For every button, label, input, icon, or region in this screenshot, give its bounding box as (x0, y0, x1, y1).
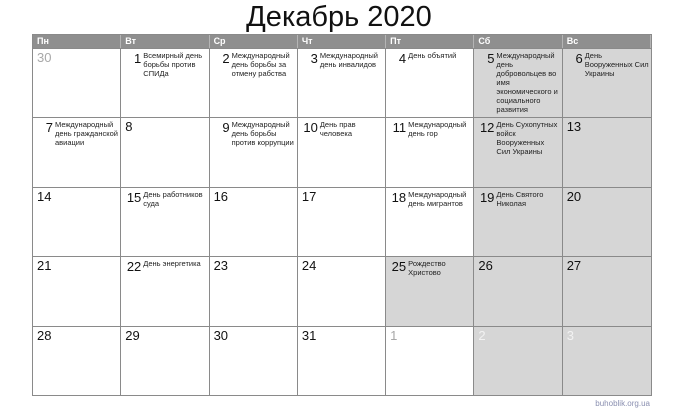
day-number: 15 (126, 189, 142, 205)
day-cell (298, 187, 386, 256)
day-cell (386, 117, 474, 186)
day-cell (121, 187, 209, 256)
day-number: 20 (566, 188, 582, 204)
day-number: 5 (487, 51, 495, 66)
day-event: День объятий (408, 51, 457, 60)
day-number: 26 (478, 258, 493, 274)
day-number: 22 (126, 259, 142, 275)
day-cell (210, 326, 298, 395)
day-number: 10 (303, 120, 318, 136)
day-event: Международный день гражданской авиации (55, 120, 118, 148)
weekday-header-sun: Вс (563, 35, 651, 48)
day-number: 6 (575, 51, 583, 66)
day-number: 7 (45, 120, 53, 136)
day-event: Международный день борьбы за отмену рабства (231, 51, 290, 78)
day-cell (474, 117, 562, 186)
weekday-header-tue: Вт (121, 35, 209, 48)
day-cell (474, 48, 562, 117)
day-event: День Вооруженных Сил Украины (584, 51, 649, 78)
day-number: 2 (222, 51, 230, 66)
day-cell (210, 187, 298, 256)
day-number: 21 (37, 258, 52, 274)
day-cell (563, 187, 651, 256)
day-number: 28 (37, 327, 52, 343)
day-cell (298, 48, 386, 117)
day-cell (386, 256, 474, 325)
day-cell (33, 326, 121, 395)
day-number: 30 (213, 327, 229, 343)
day-event: Международный день борьбы против коррупции (231, 120, 294, 148)
weekday-header-thu: Чт (298, 35, 386, 48)
day-event: Рождество Христово (408, 259, 446, 278)
day-cell (33, 187, 121, 256)
day-number: 24 (301, 258, 317, 274)
day-number: 25 (391, 259, 407, 275)
day-number: 29 (125, 327, 140, 343)
day-cell (121, 256, 209, 325)
day-cell (474, 187, 562, 256)
day-number: 12 (479, 120, 495, 136)
day-number: 14 (37, 188, 52, 204)
day-cell (474, 256, 562, 325)
calendar-grid (32, 34, 652, 396)
day-event: День энергетика (143, 259, 201, 269)
day-number: 23 (213, 258, 229, 274)
day-event: День работников суда (143, 189, 203, 208)
day-cell (210, 256, 298, 325)
day-number: 11 (392, 120, 407, 136)
day-event: День Сухопутных войск Вооруженных Сил Украины (496, 120, 558, 157)
day-cell (563, 117, 651, 186)
day-event: День прав человека (319, 120, 356, 139)
day-number: 1 (134, 51, 142, 66)
day-number: 19 (479, 189, 495, 205)
day-event: Международный день гор (408, 120, 467, 139)
day-number: 18 (391, 189, 407, 205)
day-cell (386, 187, 474, 256)
day-cell (386, 326, 474, 395)
day-number: 2 (478, 327, 486, 343)
day-number: 27 (566, 258, 582, 274)
day-number: 31 (301, 327, 317, 343)
day-number: 16 (213, 188, 229, 204)
day-cell (121, 117, 209, 186)
day-cell (33, 117, 121, 186)
weekday-header-sat: Сб (474, 35, 562, 48)
day-cell (298, 326, 386, 395)
day-cell (298, 256, 386, 325)
day-number: 9 (222, 120, 230, 136)
day-number: 17 (301, 188, 317, 204)
day-cell (121, 326, 209, 395)
day-number: 13 (566, 119, 582, 135)
day-number: 30 (37, 50, 52, 65)
day-event: Всемирный день борьбы против СПИДа (143, 51, 203, 78)
day-event: Международный день мигрантов (408, 189, 467, 208)
day-number: 3 (566, 327, 574, 343)
source-footer: buhoblik.org.ua (595, 399, 650, 408)
day-cell (563, 326, 651, 395)
day-number: 4 (398, 51, 407, 66)
day-event: День Святого Николая (496, 189, 544, 208)
day-cell (33, 256, 121, 325)
day-event: Международный день инвалидов (319, 51, 378, 69)
day-cell (563, 256, 651, 325)
weekday-header-wed: Ср (210, 35, 298, 48)
calendar-title: Декабрь 2020 (246, 1, 432, 33)
day-cell (474, 326, 562, 395)
day-number: 8 (125, 119, 133, 135)
weekday-header-mon: Пн (33, 35, 121, 48)
day-event: Международный день добровольцев во имя экономического и социального развития (496, 51, 558, 114)
day-cell (210, 117, 298, 186)
weekday-header-fri: Пт (386, 35, 474, 48)
day-cell (33, 48, 121, 117)
day-cell (386, 48, 474, 117)
day-number: 1 (390, 327, 398, 343)
day-cell (210, 48, 298, 117)
day-number: 3 (310, 51, 318, 66)
day-cell (563, 48, 651, 117)
day-cell (298, 117, 386, 186)
day-cell (121, 48, 209, 117)
